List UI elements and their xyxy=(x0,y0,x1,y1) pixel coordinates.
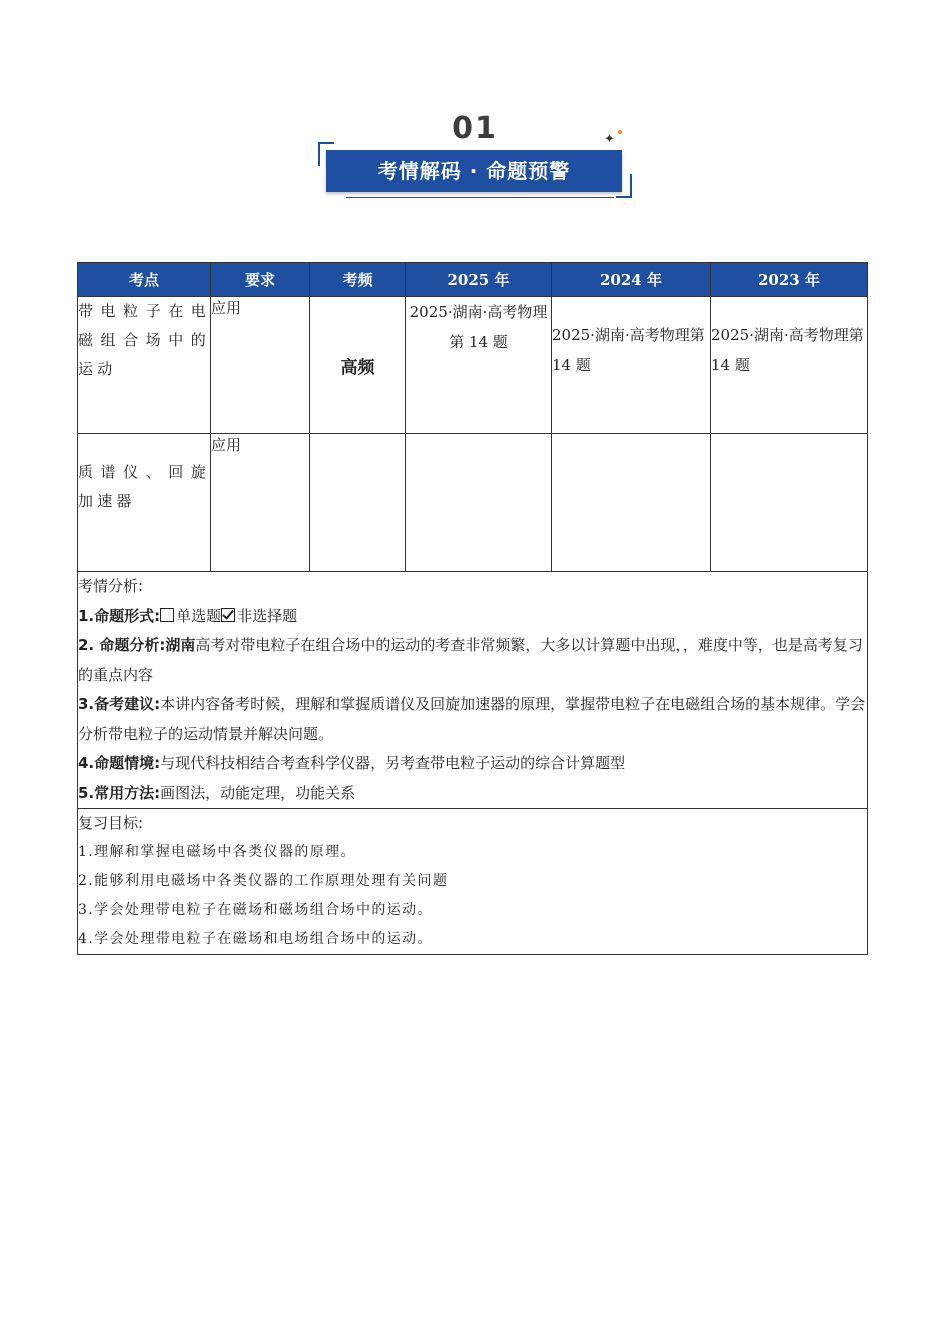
dot-icon xyxy=(618,130,622,134)
table-row xyxy=(78,434,868,572)
analysis-heading: 考情分析: xyxy=(78,577,144,595)
goal-item: 3.学会处理带电粒子在磁场和磁场组合场中的运动。 xyxy=(78,902,433,918)
section-badge xyxy=(318,112,632,198)
method-text: 画图法，动能定理，功能关系 xyxy=(160,783,356,802)
goal-item: 2.能够利用电磁场中各类仪器的工作原理处理有关问题 xyxy=(78,873,449,889)
year-2025-cell: 2025·湖南·高考物理第 14 题 xyxy=(406,297,552,434)
goals-row xyxy=(78,809,868,955)
year-2025-cell xyxy=(406,434,552,572)
checked-box-icon xyxy=(221,608,235,622)
province-name: 湖南 xyxy=(165,636,196,654)
question-form-label: 1.命题形式: xyxy=(78,606,161,625)
header-topic: 考点 xyxy=(78,263,211,297)
goals-heading: 复习目标: xyxy=(78,814,144,832)
year-2023-cell xyxy=(711,434,868,572)
header-requirement: 要求 xyxy=(211,263,310,297)
method-line xyxy=(78,779,867,809)
analysis-row xyxy=(78,572,868,809)
header-frequency: 考频 xyxy=(310,263,406,297)
year-2024-cell xyxy=(552,434,711,572)
analysis-cell xyxy=(78,572,868,809)
question-form-line xyxy=(78,602,867,632)
header-2023: 2023 年 xyxy=(711,263,868,297)
badge-underline xyxy=(346,197,614,198)
prep-advice-text: 本讲内容备考时候，理解和掌握质谱仪及回旋加速器的原理，掌握带电粒子在电磁组合场的基本规律。学会分析带电粒子的运动情景并解决问题。 xyxy=(78,695,866,743)
scenario-line xyxy=(78,749,867,779)
year-2023-cell: 2025·湖南·高考物理第 14 题 xyxy=(711,297,868,434)
sparkle-icon: ✦ xyxy=(604,132,615,147)
option-single-choice: 单选题 xyxy=(176,606,222,625)
goal-item: 1.理解和掌握电磁场中各类仪器的原理。 xyxy=(78,844,356,860)
exam-analysis-table xyxy=(77,262,868,955)
requirement-cell: 应用 xyxy=(211,434,310,572)
goal-item: 4.学会处理带电粒子在磁场和电场组合场中的运动。 xyxy=(78,931,433,947)
section-title: 考情解码 · 命题预警 xyxy=(326,150,622,192)
frequency-cell xyxy=(310,434,406,572)
scenario-text: 与现代科技相结合考查科学仪器，另考查带电粒子运动的综合计算题型 xyxy=(160,754,626,772)
header-2025: 2025 年 xyxy=(406,263,552,297)
topic-cell: 带电粒子在电磁组合场中的运动 xyxy=(78,297,211,434)
goals-cell xyxy=(78,809,868,955)
year-2024-cell: 2025·湖南·高考物理第 14 题 xyxy=(552,297,711,434)
prep-advice-line xyxy=(78,690,867,749)
section-number: 01 xyxy=(452,111,498,146)
question-analysis-line xyxy=(78,631,867,690)
question-analysis-text: 高考对带电粒子在组合场中的运动的考查非常频繁，大多以计算题中出现，，难度中等，也是高考复习的重点内容 xyxy=(78,636,863,684)
topic-cell: 质谱仪、回旋加速器 xyxy=(78,434,211,572)
question-analysis-label: 2. 命题分析: xyxy=(78,636,166,654)
table-row xyxy=(78,297,868,434)
method-label: 5.常用方法: xyxy=(78,783,161,802)
option-non-choice: 非选择题 xyxy=(237,606,298,625)
scenario-label: 4.命题情境: xyxy=(78,754,161,772)
requirement-cell: 应用 xyxy=(211,297,310,434)
unchecked-box-icon xyxy=(160,608,174,622)
table-header-row xyxy=(78,263,868,297)
prep-advice-label: 3.备考建议: xyxy=(78,695,161,713)
frequency-cell: 高频 xyxy=(310,297,406,434)
header-2024: 2024 年 xyxy=(552,263,711,297)
